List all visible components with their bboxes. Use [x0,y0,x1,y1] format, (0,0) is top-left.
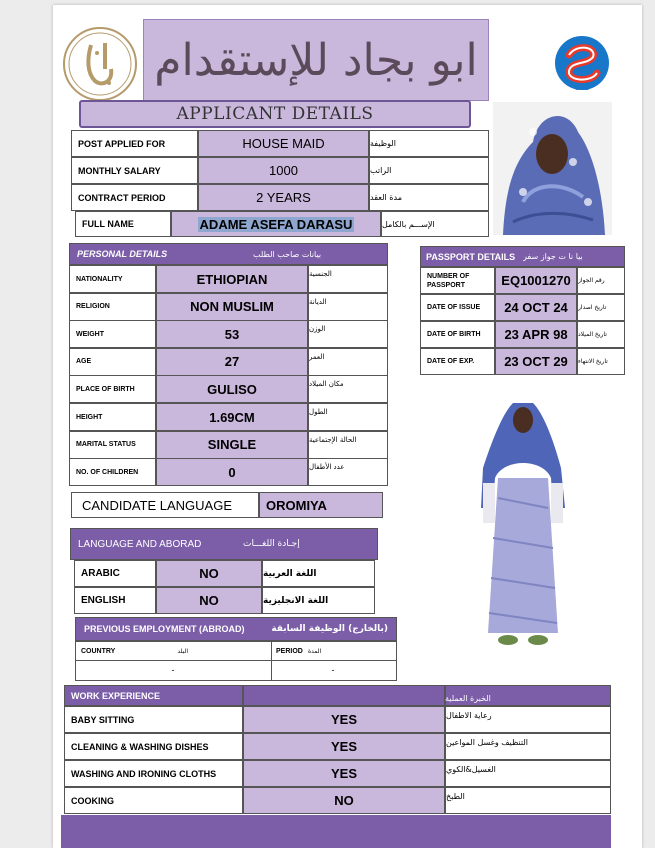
passport-row-label-ar: تاريخ الميلاد [577,321,625,348]
language-row-label: ENGLISH [74,587,156,614]
passport-row-value: 23 APR 98 [495,321,577,348]
language-row-value: NO [156,560,262,587]
work-row-label-ar: رعاية الاطفال [445,706,611,733]
work-title: WORK EXPERIENCE [71,690,161,701]
personal-row-label: NO. OF CHILDREN [69,458,156,486]
personal-row-label-ar: مكان الميلاد [308,375,388,403]
passport-title: PASSPORT DETAILS [426,251,516,262]
passport-row-value: 23 OCT 29 [495,348,577,375]
job-row-label-ar: الوظيفة [369,130,489,157]
personal-row-label-ar: العمر [308,348,388,376]
employment-country-value: - [171,665,175,675]
footer-band [61,815,611,848]
passport-row-label-ar: تاريخ الانتهاء [577,348,625,375]
agency-title: ابو بجاد للإستقدام [154,34,478,86]
language-row-label-ar: اللغة العربية [262,560,375,587]
job-row-value: 2 YEARS [198,184,369,211]
language-row-value: NO [156,587,262,614]
personal-row-label-ar: الطول [308,403,388,431]
job-row-label: CONTRACT PERIOD [71,184,198,211]
full-name-label-ar: الإســـم بالكامل [381,211,489,237]
personal-row-label-ar: الجنسية [308,265,388,293]
candidate-language-label: CANDIDATE LANGUAGE [71,492,259,518]
personal-row-label-ar: الوزن [308,320,388,348]
work-header-mid [243,685,445,706]
work-row-label: BABY SITTING [64,706,243,733]
passport-row-label: DATE OF ISSUE [420,294,495,321]
saz-logo-text: SAZ [575,85,589,92]
job-row-label: MONTHLY SALARY [71,157,198,184]
personal-row-label: MARITAL STATUS [69,431,156,459]
employment-period-label: PERIOD [276,647,303,655]
employment-period-ar: المدة [308,648,322,655]
job-row-label-ar: الراتب [369,157,489,184]
personal-title-ar: بيانات صاحب الطلب [253,249,322,259]
work-row-value: YES [243,706,445,733]
passport-row-label: DATE OF BIRTH [420,321,495,348]
job-row-label: POST APPLIED FOR [71,130,198,157]
personal-row-value: 0 [156,458,308,486]
language-title-ar: إجـادة اللغـــات [243,539,300,549]
personal-row-label: WEIGHT [69,320,156,348]
personal-row-value: ETHIOPIAN [156,265,308,293]
employment-header [75,617,397,641]
passport-row-label-ar: تاريخ اصدار [577,294,625,321]
employment-period-value: - [331,665,335,675]
application-page [53,5,642,848]
employment-country-ar: البلد [177,648,188,655]
employment-title: PREVIOUS EMPLOYMENT (ABROAD) [84,624,245,634]
title-banner [143,19,489,101]
personal-row-label: NATIONALITY [69,265,156,293]
portrait-photo [493,102,612,235]
personal-row-label: HEIGHT [69,403,156,431]
work-row-label: COOKING [64,787,243,814]
employment-divider-h [75,660,397,661]
personal-row-value: NON MUSLIM [156,293,308,321]
personal-row-label: RELIGION [69,293,156,321]
work-row-label-ar: الغسيل&الكوي [445,760,611,787]
personal-title: PERSONAL DETAILS [77,249,168,259]
full-name-label: FULL NAME [75,211,171,237]
personal-row-value: 53 [156,320,308,348]
employment-divider-v [271,641,272,681]
saz-logo [547,35,617,97]
personal-row-label-ar: عدد الأطفال [308,458,388,486]
language-row-label-ar: اللغة الانجليزية [262,587,375,614]
passport-row-value: 24 OCT 24 [495,294,577,321]
personal-row-value: 27 [156,348,308,376]
personal-row-value: SINGLE [156,431,308,459]
personal-row-label: PLACE OF BIRTH [69,375,156,403]
work-row-label: CLEANING & WASHING DISHES [64,733,243,760]
language-row-label: ARABIC [74,560,156,587]
job-row-value: HOUSE MAID [198,130,369,157]
personal-row-value: 1.69CM [156,403,308,431]
full-body-photo [423,388,623,668]
employment-title-ar: (بالخارج) الوظيفة السابقة [271,624,388,634]
work-row-value: YES [243,760,445,787]
work-row-value: NO [243,787,445,814]
personal-row-label-ar: الحالة الإجتماعية [308,431,388,459]
left-logo [61,25,139,103]
passport-title-ar: بيا نا ت جواز سفر [523,252,583,261]
work-row-value: YES [243,733,445,760]
work-row-label-ar: التنظيف وغسل المواعين [445,733,611,760]
work-title-ar: الخبرة العملية [445,694,491,703]
personal-row-label: AGE [69,348,156,376]
personal-row-value: GULISO [156,375,308,403]
passport-row-label-ar: رقم الجواز [577,267,625,294]
full-name-value: ADAME ASEFA DARASU [199,216,353,232]
language-title: LANGUAGE AND ABORAD [78,538,202,550]
passport-row-label: DATE OF EXP. [420,348,495,375]
job-row-label-ar: مدة العقد [369,184,489,211]
passport-row-label: NUMBER OF PASSPORT [420,267,495,294]
section-title: APPLICANT DETAILS [176,104,374,124]
applicant-details-banner [79,100,471,128]
work-row-label-ar: الطبخ [445,787,611,814]
full-name-cell [171,211,381,237]
employment-country-label: COUNTRY [81,647,116,655]
candidate-language-value: OROMIYA [259,492,383,518]
personal-row-label-ar: الديانة [308,293,388,321]
job-row-value: 1000 [198,157,369,184]
work-row-label: WASHING AND IRONING CLOTHS [64,760,243,787]
passport-row-value: EQ1001270 [495,267,577,294]
